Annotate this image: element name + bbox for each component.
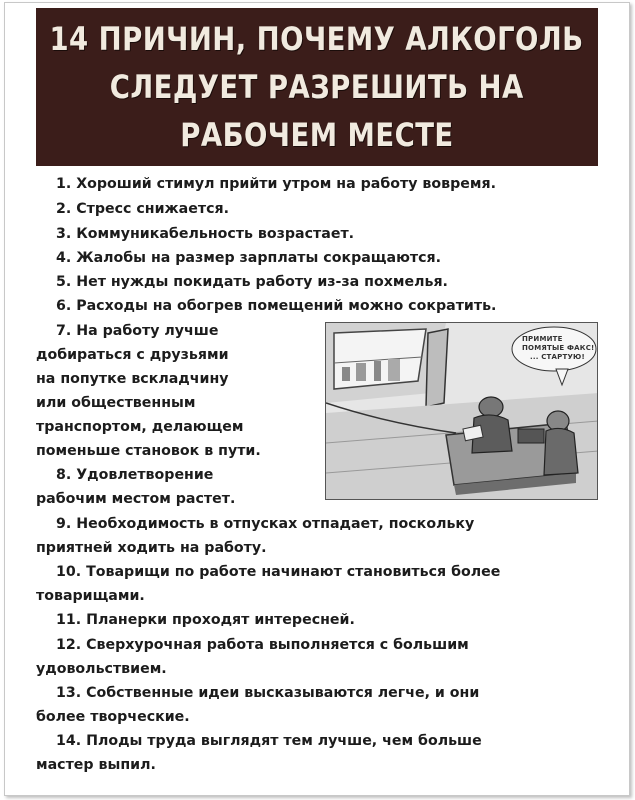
cartoon-illustration: [325, 322, 598, 500]
speech-line-2: ПОМЯТЫЕ ФАКС!: [522, 344, 595, 352]
reason-6: 6. Расходы на обогрев помещений можно сократить.: [56, 298, 497, 314]
reason-2: 2. Стресс снижается.: [56, 201, 229, 217]
reason-7-line-4: или общественным: [36, 395, 196, 411]
reason-9-line-2: приятней ходить на работу.: [36, 540, 267, 556]
title-banner: [36, 8, 598, 166]
title-line-2: СЛЕДУЕТ РАЗРЕШИТЬ НА: [109, 68, 525, 106]
reason-8-line-2: рабочим местом растет.: [36, 491, 236, 507]
reason-11: 11. Планерки проходят интересней.: [56, 612, 355, 628]
reason-3: 3. Коммуникабельность возрастает.: [56, 226, 355, 242]
reason-8-line-1: 8. Удовлетворение: [56, 467, 214, 483]
reason-10-line-1: 10. Товарищи по работе начинают становиться более: [56, 564, 501, 580]
reason-12-line-1: 12. Сверхурочная работа выполняется с большим: [56, 637, 469, 653]
title-line-1: 14 ПРИЧИН, ПОЧЕМУ АЛКОГОЛЬ: [49, 20, 585, 58]
reason-5: 5. Нет нужды покидать работу из-за похмелья.: [56, 274, 448, 290]
reason-13-line-1: 13. Собственные идеи высказываются легче, и они: [56, 685, 480, 701]
title-line-3: РАБОЧЕМ МЕСТЕ: [180, 116, 454, 154]
reason-1: 1. Хороший стимул прийти утром на работу вовремя.: [56, 176, 496, 192]
speech-line-1: ПРИМИТЕ: [522, 335, 563, 343]
reason-10-line-2: товарищами.: [36, 588, 145, 604]
speech-line-3: ... СТАРТУЮ!: [530, 353, 585, 361]
reason-7-line-2: добираться с друзьями: [36, 347, 229, 363]
reason-14-line-2: мастер выпил.: [36, 757, 156, 773]
reason-14-line-1: 14. Плоды труда выглядят тем лучше, чем больше: [56, 733, 482, 749]
reason-7-line-3: на попутке вскладчину: [36, 371, 229, 387]
reason-12-line-2: удовольствием.: [36, 661, 167, 677]
reason-7-line-5: транспортом, делающем: [36, 419, 244, 435]
reason-7-line-6: поменьше становок в пути.: [36, 443, 261, 459]
reason-13-line-2: более творческие.: [36, 709, 190, 725]
reason-9-line-1: 9. Необходимость в отпусках отпадает, поскольку: [56, 516, 475, 532]
reason-4: 4. Жалобы на размер зарплаты сокращаются.: [56, 250, 441, 266]
reason-7-line-1: 7. На работу лучше: [56, 323, 219, 339]
